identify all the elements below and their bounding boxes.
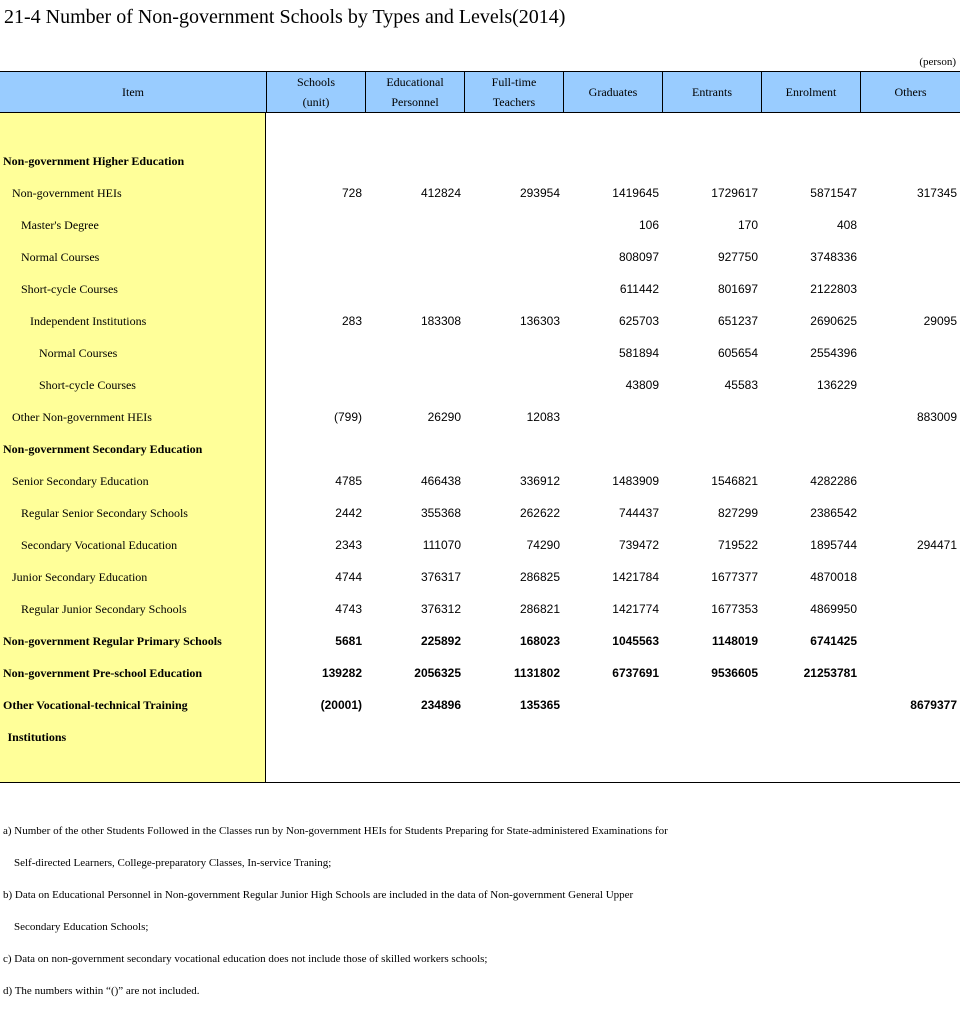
cell-value: 605654: [717, 346, 758, 360]
footnote: a) Number of the other Students Followed in the Classes run by Non-government HEIs for Students Preparing for State-administered Examinations for: [3, 825, 668, 837]
cell-value: 135365: [519, 698, 560, 712]
cell-value: 336912: [519, 474, 560, 488]
column-header: [662, 72, 761, 112]
cell-value: 283: [341, 314, 362, 328]
table-row: [0, 657, 960, 689]
cell-value: 355368: [420, 506, 461, 520]
cell-value: 4870018: [810, 570, 857, 584]
column-header: [266, 72, 365, 112]
cell-value: 927750: [717, 250, 758, 264]
cell-value: 286821: [519, 602, 560, 616]
cell-value: 26290: [427, 410, 461, 424]
cell-value: 225892: [420, 634, 461, 648]
row-label: Secondary Vocational Education: [21, 538, 178, 552]
cell-value: 2690625: [810, 314, 857, 328]
column-header-line: Schools: [296, 75, 335, 89]
cell-value: 3748336: [810, 250, 857, 264]
table-row: [0, 465, 960, 497]
cell-value: 29095: [923, 314, 957, 328]
row-label: Non-government HEIs: [12, 186, 122, 200]
column-header-line: Graduates: [588, 85, 638, 99]
cell-value: 4869950: [810, 602, 857, 616]
cell-value: 611442: [619, 282, 659, 296]
row-label: Normal Courses: [39, 346, 118, 360]
cell-value: 1421774: [612, 602, 659, 616]
table-row: [0, 273, 960, 305]
row-label: Regular Junior Secondary Schools: [21, 602, 187, 616]
table-row: [0, 401, 960, 433]
cell-value: 1045563: [612, 634, 659, 648]
cell-value: 5871547: [810, 186, 857, 200]
table-row: [0, 369, 960, 401]
column-header: [0, 72, 266, 112]
column-header-line: Item: [122, 85, 144, 99]
cell-value: 408: [836, 218, 857, 232]
cell-value: 74290: [526, 538, 560, 552]
cell-value: 1131802: [513, 666, 560, 680]
footnote: c) Data on non-government secondary vocational education does not include those of skilled workers schools;: [3, 953, 488, 965]
row-label: Normal Courses: [21, 250, 100, 264]
cell-value: 4744: [335, 570, 362, 584]
column-header: [860, 72, 960, 112]
cell-value: 4743: [335, 602, 362, 616]
cell-value: 376317: [420, 570, 461, 584]
table-row: [0, 561, 960, 593]
cell-value: 466438: [420, 474, 461, 488]
row-label: Regular Senior Secondary Schools: [21, 506, 188, 520]
cell-value: 43809: [625, 378, 659, 392]
column-header: [761, 72, 860, 112]
cell-value: 262622: [519, 506, 560, 520]
table-row: [0, 689, 960, 721]
column-header-line: Teachers: [492, 95, 536, 109]
cell-value: 1419645: [612, 186, 659, 200]
footnote: d) The numbers within “()” are not included.: [3, 985, 200, 997]
table-row: [0, 497, 960, 529]
cell-value: (20001): [320, 698, 362, 712]
cell-value: 1421784: [612, 570, 659, 584]
row-label: Junior Secondary Education: [12, 570, 148, 584]
cell-value: 883009: [916, 410, 957, 424]
row-label: Non-government Secondary Education: [3, 442, 203, 456]
column-header-line: (unit): [302, 95, 330, 109]
cell-value: 2122803: [810, 282, 857, 296]
cell-value: 376312: [420, 602, 461, 616]
cell-value: 111070: [422, 538, 461, 552]
page-title: 21-4 Number of Non-government Schools by Types and Levels(2014): [4, 6, 566, 28]
table-row: [0, 593, 960, 625]
table-row: [0, 529, 960, 561]
footnote: b) Data on Educational Personnel in Non-government Regular Junior High Schools are included in the data of Non-government General Upper: [3, 889, 634, 901]
table-row: [0, 305, 960, 337]
column-header: [365, 72, 464, 112]
row-label: Non-government Regular Primary Schools: [3, 634, 222, 648]
column-header-line: Enrolment: [785, 85, 837, 99]
row-label: Non-government Pre-school Education: [3, 666, 203, 680]
row-label: Institutions: [7, 730, 67, 744]
footnote: Secondary Education Schools;: [14, 921, 149, 933]
cell-value: 293954: [519, 186, 560, 200]
cell-value: 2056325: [414, 666, 461, 680]
column-header: [464, 72, 563, 112]
cell-value: 719522: [717, 538, 758, 552]
cell-value: 6737691: [612, 666, 659, 680]
cell-value: 106: [638, 218, 659, 232]
cell-value: 827299: [717, 506, 758, 520]
cell-value: 1895744: [810, 538, 857, 552]
cell-value: 1677377: [711, 570, 758, 584]
cell-value: 12083: [526, 410, 560, 424]
column-header-line: Others: [894, 85, 927, 99]
table-header: [0, 71, 960, 113]
cell-value: 1148019: [711, 634, 758, 648]
cell-value: 183308: [420, 314, 461, 328]
table-row: [0, 145, 960, 177]
cell-value: 45583: [724, 378, 758, 392]
row-label: Short-cycle Courses: [21, 282, 118, 296]
cell-value: 808097: [618, 250, 659, 264]
cell-value: 168023: [519, 634, 560, 648]
cell-value: 2343: [335, 538, 362, 552]
cell-value: 4282286: [810, 474, 857, 488]
cell-value: 1483909: [612, 474, 659, 488]
cell-value: 1677353: [711, 602, 758, 616]
cell-value: 317345: [916, 186, 957, 200]
row-label: Other Vocational-technical Training: [3, 698, 188, 712]
column-header-line: Educational: [386, 75, 444, 89]
cell-value: 744437: [618, 506, 659, 520]
cell-value: 4785: [335, 474, 362, 488]
table-row: [0, 241, 960, 273]
cell-value: 21253781: [803, 666, 857, 680]
row-label: Master's Degree: [21, 218, 99, 232]
cell-value: 1546821: [711, 474, 758, 488]
cell-value: 139282: [321, 666, 362, 680]
cell-value: 5681: [335, 634, 362, 648]
cell-value: 2386542: [810, 506, 857, 520]
row-label: Short-cycle Courses: [39, 378, 136, 392]
table-row: [0, 721, 960, 753]
cell-value: 8679377: [910, 698, 957, 712]
cell-value: 136303: [519, 314, 560, 328]
cell-value: 136229: [816, 378, 857, 392]
table-bottom-border: [0, 782, 960, 783]
table-row: [0, 177, 960, 209]
cell-value: 412824: [420, 186, 461, 200]
cell-value: 651237: [717, 314, 758, 328]
cell-value: (799): [333, 410, 362, 424]
cell-value: 2554396: [810, 346, 857, 360]
cell-value: 2442: [335, 506, 362, 520]
table-row: [0, 337, 960, 369]
row-label: Other Non-government HEIs: [12, 410, 152, 424]
cell-value: 9536605: [711, 666, 758, 680]
row-label: Non-government Higher Education: [3, 154, 185, 168]
cell-value: 801697: [717, 282, 758, 296]
table-row: [0, 433, 960, 465]
cell-value: 286825: [519, 570, 560, 584]
table-row: [0, 625, 960, 657]
footnote: Self-directed Learners, College-preparatory Classes, In-service Traning;: [14, 857, 332, 869]
cell-value: 294471: [916, 538, 957, 552]
row-label: Senior Secondary Education: [12, 474, 149, 488]
cell-value: 170: [737, 218, 758, 232]
row-label: Independent Institutions: [30, 314, 147, 328]
unit-label: (person): [919, 56, 956, 68]
cell-value: 581894: [618, 346, 659, 360]
cell-value: 728: [341, 186, 362, 200]
cell-value: 625703: [618, 314, 659, 328]
table-row: [0, 209, 960, 241]
column-header-line: Entrants: [692, 85, 732, 99]
column-header-line: Full-time: [491, 75, 537, 89]
column-header-line: Personnel: [391, 95, 439, 109]
cell-value: 739472: [618, 538, 659, 552]
column-header: [563, 72, 662, 112]
cell-value: 6741425: [810, 634, 857, 648]
cell-value: 1729617: [711, 186, 758, 200]
cell-value: 234896: [420, 698, 461, 712]
